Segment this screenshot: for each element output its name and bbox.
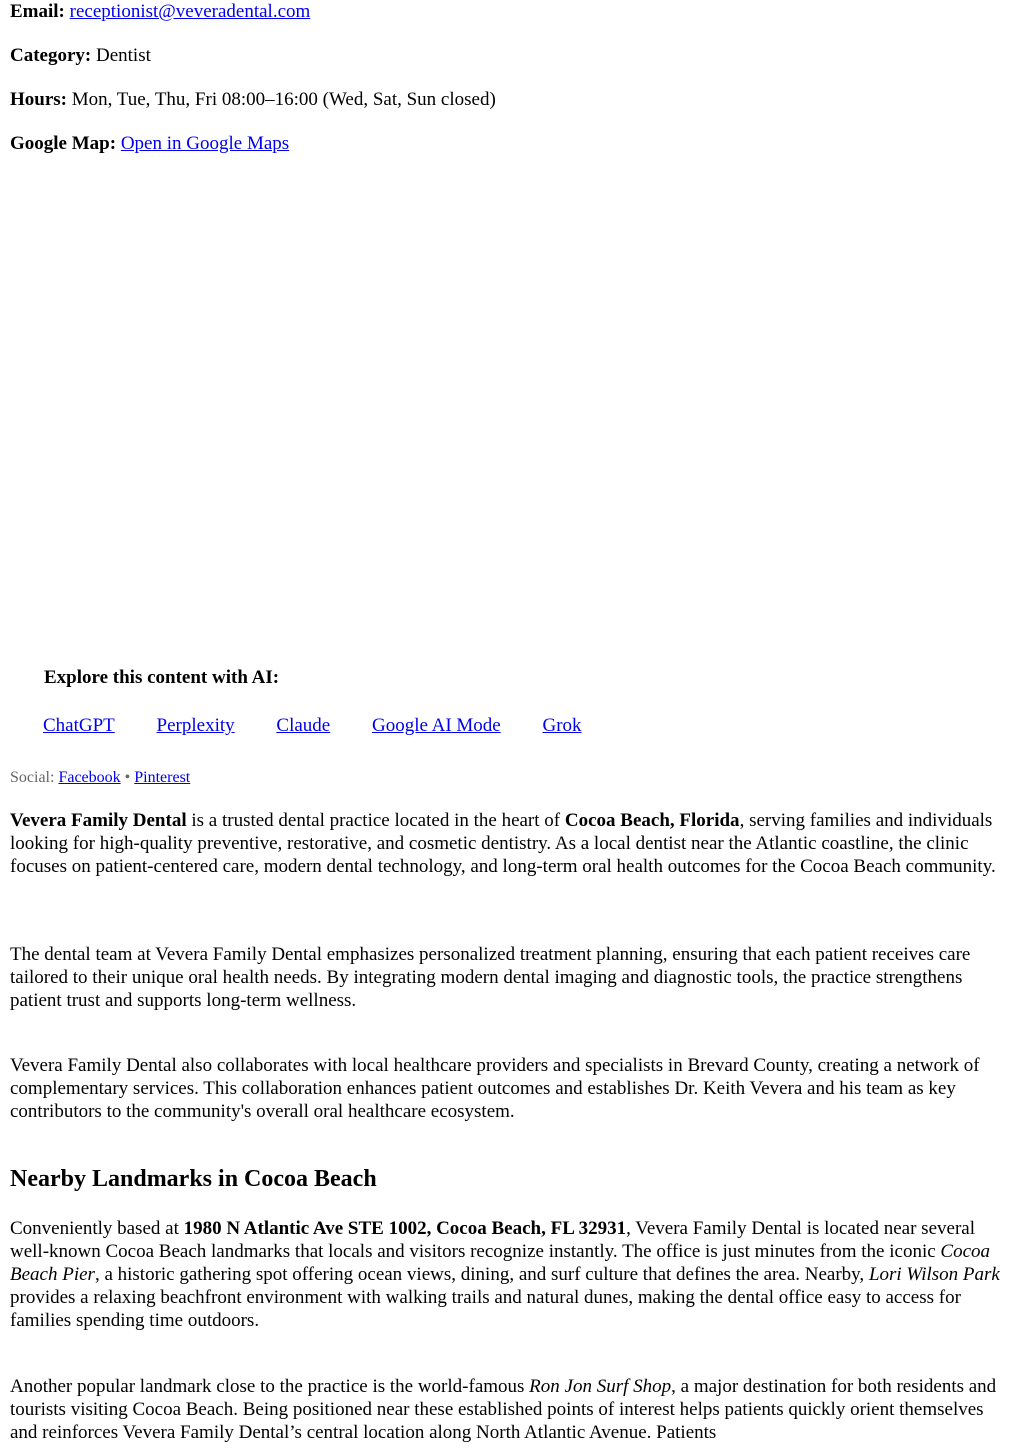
- ai-link-google-ai-mode[interactable]: [339, 715, 501, 736]
- landmark-cocoa-beach-pier: Cocoa Beach Pier: [10, 1241, 991, 1285]
- landmarks-text-c: , a historic gathering spot offering ocean views, dining, and surf culture that defines the area. Nearby,: [94, 1264, 869, 1285]
- ai-link-claude[interactable]: [243, 715, 330, 736]
- google-map-row: [10, 132, 289, 155]
- google-map-label: Google Map:: [10, 133, 117, 154]
- landmarks-text-a: Conveniently based at: [10, 1218, 184, 1239]
- landmarks-heading: Nearby Landmarks in Cocoa Beach: [10, 1166, 377, 1192]
- practice-name: Vevera Family Dental: [10, 810, 187, 831]
- landmarks2-text-b: , a major destination for both residents and tourists visiting Cocoa Beach. Being positioned near these established points of interest helps patients quickly orient themselves and reinforces Vevera Family Dental’s central location along North Atlantic Avenue. Patients: [10, 1376, 997, 1443]
- map-embed-area: [10, 170, 1010, 660]
- landmark-lori-wilson-park: Lori Wilson Park: [868, 1264, 1000, 1285]
- intro-text-b: , serving families and individuals looking for high-quality preventive, restorative, and cosmetic dentistry. As a local dentist near the Atlantic coastline, the clinic focuses on patient-centered care, modern dental technology, and long-term oral health outcomes for the Cocoa Beach community.: [10, 810, 996, 877]
- ai-link-perplexity[interactable]: [124, 715, 235, 736]
- hours-label: Hours:: [10, 89, 67, 110]
- social-separator: •: [124, 769, 131, 786]
- ai-link-label: Google AI Mode: [371, 715, 501, 736]
- category-value: Dentist: [96, 45, 151, 66]
- ai-explore-heading: Explore this content with AI:: [44, 667, 280, 688]
- email-label: Email:: [10, 1, 65, 22]
- practice-location: Cocoa Beach, Florida: [564, 810, 740, 831]
- category-row: [10, 44, 151, 67]
- ai-link-label: Perplexity: [156, 715, 235, 736]
- ai-link-grok[interactable]: [509, 715, 581, 736]
- open-google-maps-link[interactable]: Open in Google Maps: [120, 133, 290, 154]
- landmarks-text-d: provides a relaxing beachfront environment with walking trails and natural dunes, making the dental office easy to access for families spending time outdoors.: [10, 1287, 961, 1331]
- landmarks-paragraph-2: [10, 1375, 1014, 1444]
- email-row: [10, 0, 310, 23]
- social-row: [10, 768, 190, 788]
- landmarks-text-b: , Vevera Family Dental is located near several well-known Cocoa Beach landmarks that locals and visitors recognize instantly. The office is just minutes from the iconic: [10, 1218, 975, 1262]
- pinterest-link[interactable]: Pinterest: [134, 769, 191, 786]
- ai-link-label: Claude: [276, 715, 331, 736]
- intro-paragraph: [10, 809, 1014, 878]
- facebook-link[interactable]: Facebook: [58, 769, 121, 786]
- ai-link-label: ChatGPT: [43, 715, 115, 736]
- hours-value: Mon, Tue, Thu, Fri 08:00–16:00 (Wed, Sat, Sun closed): [71, 89, 496, 110]
- landmarks-paragraph-1: [10, 1217, 1014, 1332]
- office-address: 1980 N Atlantic Ave STE 1002, Cocoa Beach, FL 32931: [183, 1218, 627, 1239]
- landmark-ron-jon-surf-shop: Ron Jon Surf Shop: [529, 1376, 672, 1397]
- intro-text-a: is a trusted dental practice located in the heart of: [186, 810, 565, 831]
- ai-links-row: [10, 714, 586, 737]
- collaboration-paragraph: Vevera Family Dental also collaborates with local healthcare providers and specialists in Brevard County, creating a network of complementary services. This collaboration enhances patient outcomes and establishes Dr. Keith Vevera and his team as key contributors to the community's overall oral healthcare ecosystem.: [10, 1055, 980, 1122]
- category-label: Category:: [10, 45, 92, 66]
- social-label: Social:: [10, 769, 55, 786]
- hours-row: [10, 88, 496, 111]
- team-paragraph: The dental team at Vevera Family Dental emphasizes personalized treatment planning, ensuring that each patient receives care tailored to their unique oral health needs. By integrating modern dental imaging and diagnostic tools, the practice strengthens patient trust and supports long-term wellness.: [10, 944, 971, 1011]
- email-link[interactable]: receptionist@veveradental.com: [69, 1, 311, 22]
- landmarks2-text-a: Another popular landmark close to the practice is the world-famous: [10, 1376, 530, 1397]
- ai-link-chatgpt[interactable]: [10, 715, 115, 736]
- ai-link-label: Grok: [542, 715, 582, 736]
